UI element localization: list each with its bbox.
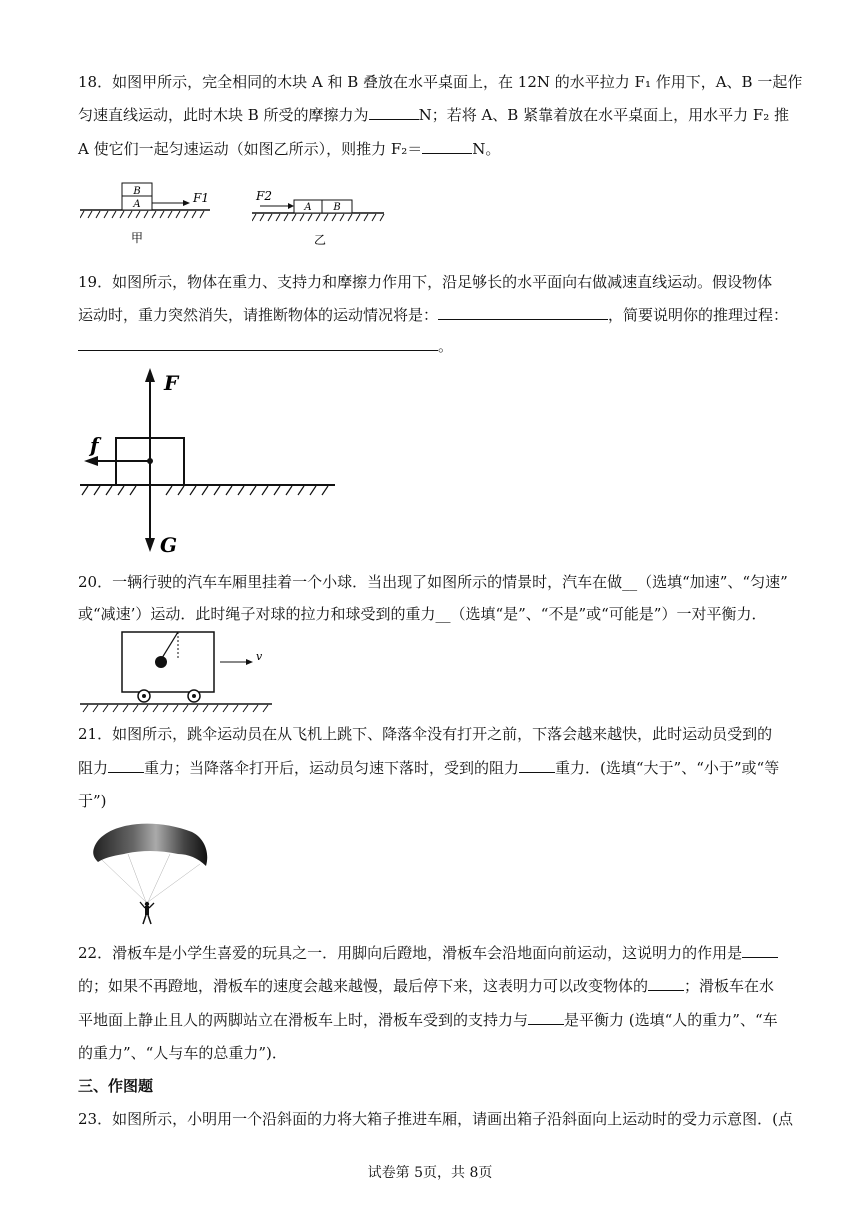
q19-line3 bbox=[78, 336, 453, 356]
q22-blank-1 bbox=[742, 943, 778, 958]
q19-line3-end: 。 bbox=[438, 337, 454, 355]
q19-blank-1 bbox=[438, 305, 608, 320]
q20-line1: 20．一辆行驶的汽车车厢里挂着一个小球．当出现了如图所示的情景时，汽车在做__（选填“加速”、“匀速” bbox=[78, 573, 788, 591]
q20-car-figure bbox=[80, 628, 280, 720]
force-f-label: F bbox=[164, 371, 179, 395]
q22-line2-text-b: ；滑板车在水 bbox=[684, 977, 775, 995]
q20-line2: 或“减速’）运动．此时绳子对球的拉力和球受到的重力__（选填“是”、“不是”或“可能是”）一对平衡力． bbox=[78, 605, 767, 623]
q21-line2-text-a: 阻力 bbox=[78, 759, 109, 777]
velocity-v-label: v bbox=[256, 650, 263, 663]
q18-line2 bbox=[78, 105, 789, 125]
friction-f-label: f bbox=[90, 433, 99, 457]
q22-line3-text-b: 是平衡力 (选填“人的重力”、“车 bbox=[564, 1011, 778, 1029]
q22-line2 bbox=[78, 976, 774, 996]
q18-blank-2 bbox=[422, 139, 472, 154]
car-body bbox=[122, 632, 214, 692]
q21-line1: 21．如图所示，跳伞运动员在从飞机上跳下、降落伞没有打开之前，下落会越来越快，此时运动员受到的 bbox=[78, 725, 773, 743]
q21-line2-text-c: 重力．(选填“大于”、“小于”或“等 bbox=[555, 759, 780, 777]
q23-line1: 23．如图所示，小明用一个沿斜面的力将大箱子推进车厢，请画出箱子沿斜面向上运动时的受力示意图．(点 bbox=[78, 1110, 793, 1128]
q22-line1-text: 22．滑板车是小学生喜爱的玩具之一．用脚向后蹬地，滑板车会沿地面向前运动，这说明力的作用是 bbox=[78, 944, 743, 962]
q22-line1 bbox=[78, 943, 778, 963]
q19-line2-text-b: ，简要说明你的推理过程： bbox=[608, 306, 789, 324]
q19-line1: 19．如图所示，物体在重力、支持力和摩擦力作用下，沿足够长的水平面向右做减速直线运动。假设物体 bbox=[78, 273, 773, 291]
q22-blank-3 bbox=[528, 1010, 564, 1025]
section-heading: 三、作图题 bbox=[78, 1077, 154, 1095]
block-b-label: B bbox=[333, 202, 341, 213]
hanging-ball bbox=[155, 656, 167, 668]
skydiver bbox=[140, 902, 154, 924]
q18-line3-text-a: A 使它们一起匀速运动（如图乙所示），则推力 F₂＝ bbox=[78, 140, 423, 158]
q22-line2-text-a: 的；如果不再蹬地，滑板车的速度会越来越慢，最后停下来，这表明力可以改变物体的 bbox=[78, 977, 649, 995]
q21-line2-text-b: 重力；当降落伞打开后，运动员匀速下落时，受到的阻力 bbox=[144, 759, 520, 777]
q18-line2-text-a: 匀速直线运动，此时木块 B 所受的摩擦力为 bbox=[78, 106, 369, 124]
q19-line2-text-a: 运动时，重力突然消失，请推断物体的运动情况将是： bbox=[78, 306, 439, 324]
q21-line2 bbox=[78, 758, 779, 778]
block-b-label: B bbox=[133, 186, 141, 197]
force-f1-label: F1 bbox=[193, 191, 209, 205]
q18-line3 bbox=[78, 139, 500, 159]
force-f2-label: F2 bbox=[256, 189, 272, 203]
q18-line1: 18．如图甲所示，完全相同的木块 A 和 B 叠放在水平桌面上，在 12N 的水平拉力 F₁ 作用下，A、B 一起作 bbox=[78, 73, 803, 91]
q19-line2 bbox=[78, 305, 788, 325]
fig-caption-yi: 乙 bbox=[313, 233, 327, 247]
q18-figure-right bbox=[252, 180, 392, 250]
q21-blank-1 bbox=[108, 758, 144, 773]
q18-figure-left bbox=[80, 180, 230, 250]
q22-line4: 的重力”、“人与车的总重力”)． bbox=[78, 1044, 287, 1062]
block-a-label: A bbox=[133, 199, 141, 210]
block-a-label: A bbox=[304, 202, 312, 213]
gravity-g-label: G bbox=[160, 533, 178, 557]
q19-blank-2 bbox=[78, 336, 438, 351]
q22-line3 bbox=[78, 1010, 778, 1030]
q21-blank-2 bbox=[519, 758, 555, 773]
parachute-canopy bbox=[93, 824, 207, 866]
q18-line2-text-b: N；若将 A、B 紧靠着放在水平桌面上，用水平力 F₂ 推 bbox=[418, 106, 790, 124]
q22-blank-2 bbox=[648, 976, 684, 991]
q21-line3: 于”) bbox=[78, 792, 107, 810]
q22-line3-text-a: 平地面上静止且人的两脚站立在滑板车上时，滑板车受到的支持力与 bbox=[78, 1011, 529, 1029]
q18-blank-1 bbox=[369, 105, 419, 120]
q18-line3-text-b: N。 bbox=[472, 140, 501, 158]
page-footer: 试卷第 5页，共 8页 bbox=[367, 1165, 493, 1181]
q21-parachute-image bbox=[80, 818, 215, 930]
q19-force-figure bbox=[80, 368, 340, 558]
fig-caption-jia: 甲 bbox=[130, 231, 144, 245]
